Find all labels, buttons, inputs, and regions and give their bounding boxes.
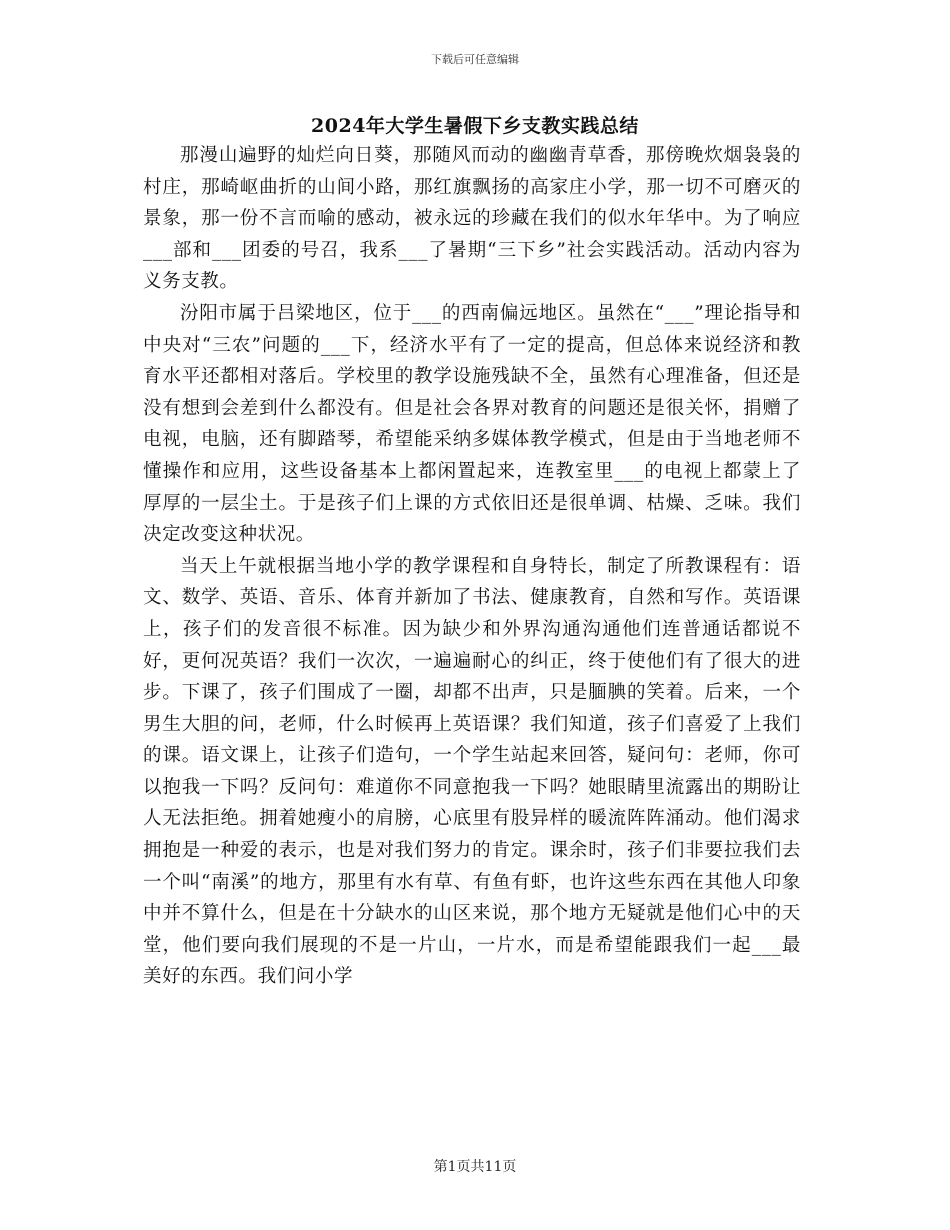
paragraph-2: 汾阳市属于吕梁地区，位于___的西南偏远地区。虽然在“___”理论指导和中央对“三农”问题的___下，经济水平有了一定的提高，但总体来说经济和教育水平还都相对落后。学校里的教学设施残缺不全，虽然有心理准备，但还是没有想到会差到什么都没有。但是社会各界对教育的问题还是很关怀，捐赠了电视，电脑，还有脚踏琴，希望能采纳多媒体教学模式，但是由于当地老师不懂操作和应用，这些设备基本上都闲置起来，连教室里___的电视上都蒙上了厚厚的一层尘土。于是孩子们上课的方式依旧还是很单调、枯燥、乏味。我们决定改变这种状况。 xyxy=(143,302,801,546)
paragraph-3: 当天上午就根据当地小学的教学课程和自身特长，制定了所教课程有：语文、数学、英语、音乐、体育并新加了书法、健康教育，自然和写作。英语课上，孩子们的发音很不标准。因为缺少和外界沟通沟通他们连普通话都说不好，更何况英语？我们一次次，一遍遍耐心的纠正，终于使他们有了很大的进步。下课了，孩子们围成了一圈，却都不出声，只是腼腆的笑着。后来，一个男生大胆的问，老师，什么时候再上英语课？我们知道，孩子们喜爱了上我们的课。语文课上，让孩子们造句，一个学生站起来回答，疑问句：老师，你可以抱我一下吗？反问句：难道你不同意抱我一下吗？她眼睛里流露出的期盼让人无法拒绝。拥着她瘦小的肩膀，心底里有股异样的暖流阵阵涌动。他们渴求拥抱是一种爱的表示，也是对我们努力的肯定。课余时，孩子们非要拉我们去一个叫“南溪”的地方，那里有水有草、有鱼有虾，也许这些东西在其他人印象中并不算什么，但是在十分缺水的山区来说，那个地方无疑就是他们心中的天堂，他们要向我们展现的不是一片山，一片水，而是希望能跟我们一起___最美好的东西。我们问小学 xyxy=(143,555,801,988)
paragraph-1: 那漫山遍野的灿烂向日葵，那随风而动的幽幽青草香，那傍晚炊烟袅袅的村庄，那崎岖曲折的山间小路，那红旗飘扬的高家庄小学，那一切不可磨灭的景象，那一份不言而喻的感动，被永远的珍藏在我们的似水年华中。为了响应___部和___团委的号召，我系___了暑期“三下乡”社会实践活动。活动内容为义务支教。 xyxy=(143,145,801,293)
document-title: 2024年大学生暑假下乡支教实践总结 xyxy=(311,115,639,137)
document-body xyxy=(143,140,801,993)
page-number: 第1页共11页 xyxy=(433,1159,517,1175)
header-note: 下载后可任意编辑 xyxy=(431,53,519,66)
